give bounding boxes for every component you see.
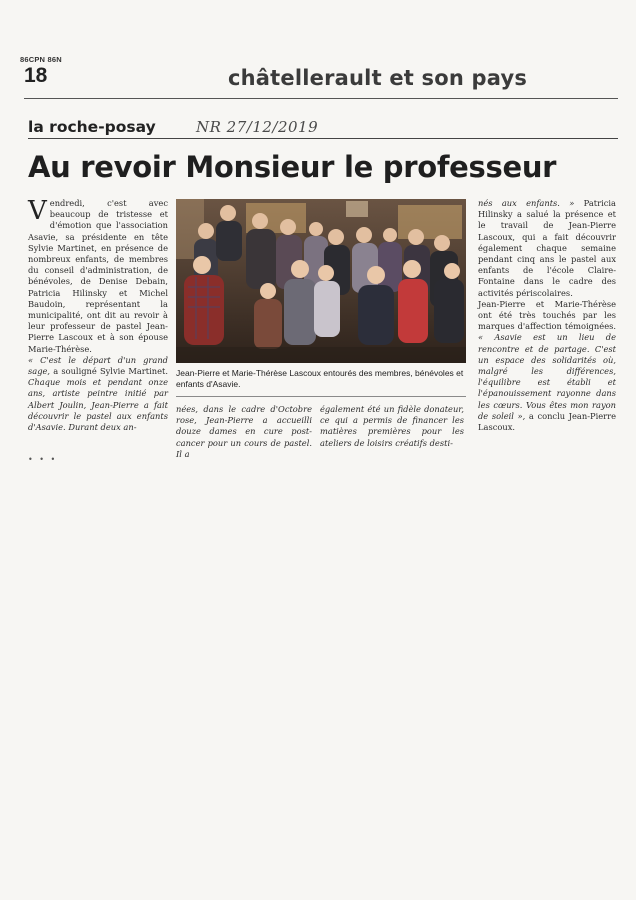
- column-continuation-dots: • • •: [28, 455, 58, 464]
- header-divider: [24, 98, 618, 99]
- article-column-2: [176, 404, 312, 460]
- photo-caption: Jean-Pierre et Marie-Thérèse Lascoux entourés des membres, bénévoles et enfants d'Asavie.: [176, 368, 464, 389]
- col1-quote-2: Chaque mois et pendant onze ans, artiste peintre initié par Albert Joulin, Jean-Pierre a fait découvrir le pastel aux enfants d'Asavie. Durant deux an-: [28, 377, 168, 433]
- handwritten-date-note: NR 27/12/2019: [196, 118, 319, 136]
- article-column-3: [320, 404, 464, 449]
- col1-paragraph-1: endredi, c'est avec beaucoup de tristesse et d'émotion que l'association Asavie, sa présidente en tête Sylvie Martinet, en présence de nombreux enfants, de membres du conseil d'administration, de bénévoles, de Denise Debain, Patricia Hilinsky et Michel Baudoin, représentant la municipalité, ont dit au revoir à leur professeur de pastel Jean-Pierre Lascoux et à son épouse Marie-Thérèse.: [28, 198, 168, 354]
- col4-paragraph-3: a conclu Jean-Pierre Lascoux.: [478, 410, 616, 433]
- col4-quote-2: « Asavie est un lieu de rencontre et de partage. C'est un espace des solidarités où, malgré les différences, l'équilibre est établi et l'épanouissement rayonne dans les cœurs. Vous êtes mon rayon de soleil »,: [478, 332, 616, 421]
- col1-quote-1: « C'est le départ d'un grand sage,: [28, 354, 168, 377]
- drop-cap: V: [28, 196, 47, 226]
- col2-paragraph: nées, dans le cadre d'Octobre rose, Jean-Pierre a accueilli douze dames en cure post-cancer pour un cours de pastel. Il a: [176, 404, 312, 459]
- page-number: 18: [24, 64, 48, 87]
- article-headline: Au revoir Monsieur le professeur: [28, 150, 557, 184]
- col4-paragraph-2: Jean-Pierre et Marie-Thérèse ont été très touchés par les marques d'affection témoignées.: [478, 298, 616, 332]
- locality-label: la roche-posay: [28, 118, 156, 136]
- col3-paragraph: également été un fidèle donateur, ce qui a permis de financer les matières premières pour les ateliers de loisirs créatifs desti-: [320, 404, 464, 448]
- locality-divider: [28, 138, 618, 139]
- section-title: châtellerault et son pays: [228, 66, 528, 90]
- group-photo: [176, 199, 466, 363]
- edition-code: 86CPN 86N: [20, 55, 62, 64]
- col4-quote-1: nés aux enfants. »: [478, 198, 575, 208]
- col1-paragraph-2: a souligné Sylvie Martinet.: [50, 366, 168, 377]
- article-column-4: [478, 198, 616, 433]
- group-photo-illustration: [176, 199, 466, 363]
- caption-divider: [176, 396, 466, 397]
- col4-paragraph-1: Patricia Hilinsky a salué la présence et le travail de Jean-Pierre Lascoux, qui a fait découvrir également chaque semaine pendant cinq ans le pastel aux enfants de l'école Claire-Fontaine dans le cadre des activités périscolaires.: [478, 198, 616, 298]
- article-column-1: [28, 198, 168, 433]
